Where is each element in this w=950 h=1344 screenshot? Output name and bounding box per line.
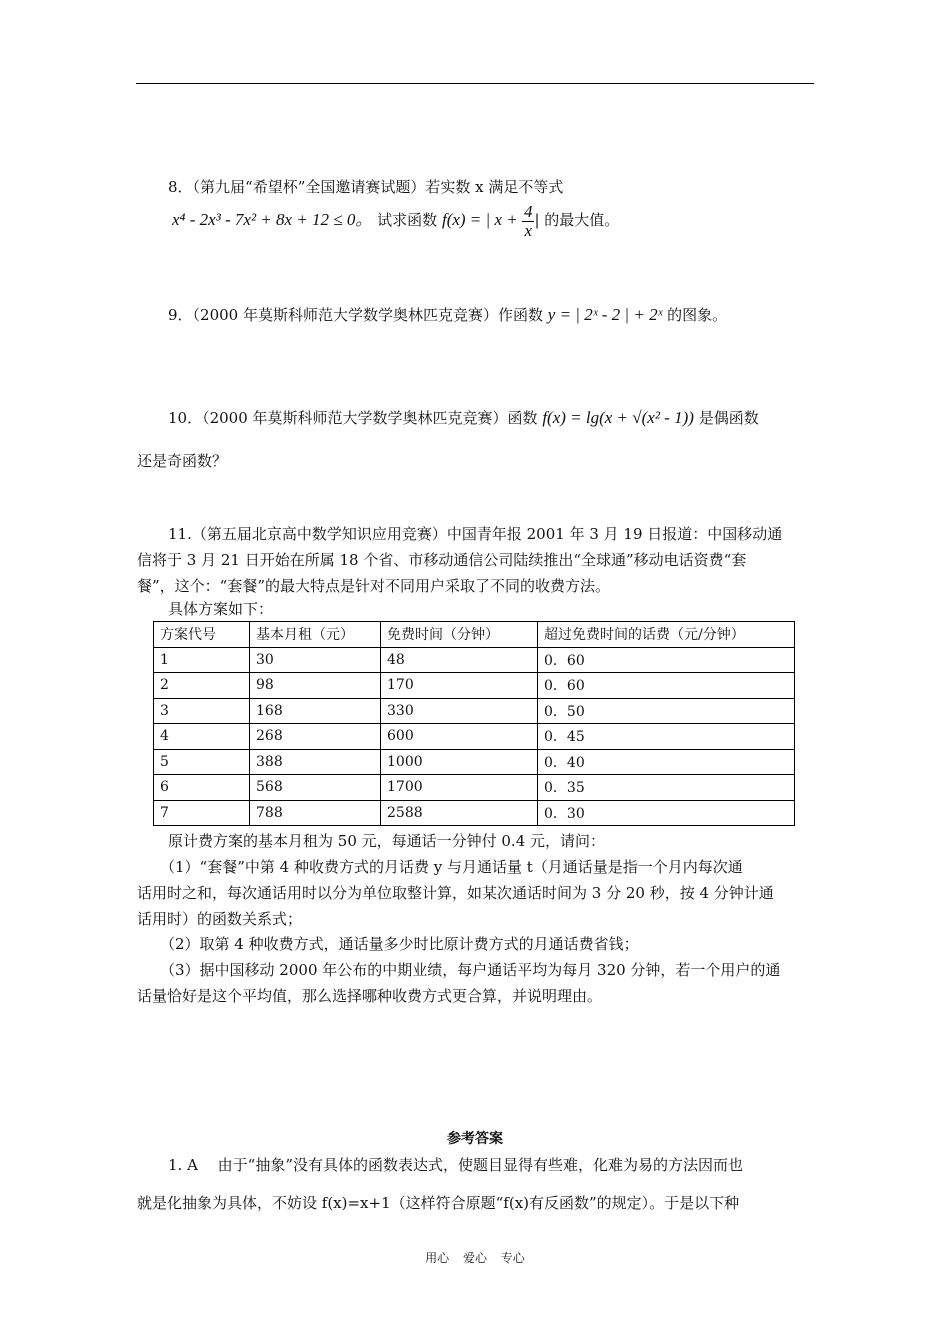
table-cell: 48 [381, 647, 538, 673]
q10-line1 [168, 405, 844, 431]
answer1-line2: 就是化抽象为具体，不妨设 f(x)=x+1（这样符合原题“f(x)有反函数”的规定）。于是以下种 [137, 1194, 740, 1212]
table-cell: 1 [154, 647, 250, 673]
table-cell: 0．45 [538, 724, 795, 750]
q10-line2: 还是奇函数？ [137, 452, 228, 470]
table-row [154, 673, 795, 699]
q11-line1: 11.（第五届北京高中数学知识应用竞赛）中国青年报 2001 年 3 月 19 日报道：中国移动通 [168, 525, 783, 543]
table-row [154, 698, 795, 724]
table-row [154, 749, 795, 775]
header-cell: 超过免费时间的话费（元/分钟） [538, 622, 795, 648]
q11-sub1-line1: （1）“套餐”中第 4 种收费方式的月话费 y 与月通话量 t（月通话量是指一个月内每次通 [160, 858, 743, 876]
table-cell: 98 [250, 673, 381, 699]
answer1-line1: 1. A 由于“抽象”没有具体的函数表达式，使题目显得有些难，化难为易的方法因而也 [168, 1156, 744, 1174]
q8-tail-b: | 的最大值。 [534, 211, 620, 229]
table-row [154, 775, 795, 801]
table-cell: 6 [154, 775, 250, 801]
table-cell: 1000 [381, 749, 538, 775]
table-cell: 268 [250, 724, 381, 750]
page-footer: 用心 爱心 专心 [425, 1251, 525, 1265]
table-cell: 0．60 [538, 673, 795, 699]
table-cell: 568 [250, 775, 381, 801]
table-cell: 0．30 [538, 800, 795, 826]
header-cell: 免费时间（分钟） [381, 622, 538, 648]
table-cell: 5 [154, 749, 250, 775]
q10-tail: 是偶函数 [698, 409, 759, 427]
q8-frac-num: 4 [523, 201, 533, 221]
q8-line1: 8．（第九届“希望杯”全国邀请赛试题）若实数 x 满足不等式 [168, 178, 564, 196]
table-row [154, 647, 795, 673]
q8-function: f(x) = | x + [441, 210, 522, 229]
fee-plan-table [153, 621, 795, 826]
table-cell: 0．40 [538, 749, 795, 775]
table-cell: 0．60 [538, 647, 795, 673]
table-cell: 0．35 [538, 775, 795, 801]
q9-function: y = | 2ˣ - 2 | + 2ˣ [547, 305, 663, 324]
q8-line2 [172, 200, 848, 240]
table-cell: 168 [250, 698, 381, 724]
table-cell: 600 [381, 724, 538, 750]
table-cell: 2 [154, 673, 250, 699]
q8-inequality: x⁴ - 2x³ - 7x² + 8x + 12 ≤ 0。 [172, 210, 373, 229]
table-cell: 4 [154, 724, 250, 750]
q11-line2: 信将于 3 月 21 日开始在所属 18 个省、市移动通信公司陆续推出“全球通”移动电话资费“套 [137, 551, 747, 569]
table-cell: 788 [250, 800, 381, 826]
table-cell: 7 [154, 800, 250, 826]
table-cell: 2588 [381, 800, 538, 826]
q11-intro: 具体方案如下： [168, 600, 274, 618]
table-row [154, 724, 795, 750]
table-cell: 30 [250, 647, 381, 673]
q9-text: 9．（2000 年莫斯科师范大学数学奥林匹克竞赛）作函数 [168, 306, 543, 324]
q8-frac-den: x [524, 220, 532, 240]
table-cell: 3 [154, 698, 250, 724]
table-cell: 388 [250, 749, 381, 775]
table-cell: 0．50 [538, 698, 795, 724]
q11-sub1-line3: 话用时）的函数关系式； [137, 910, 303, 928]
q8-tail-a: 试求函数 [377, 211, 438, 229]
q9-line [168, 302, 844, 328]
q10-text: 10．（2000 年莫斯科师范大学数学奥林匹克竞赛）函数 [168, 409, 538, 427]
q11-sub2: （2）取第 4 种收费方式，通话量多少时比原计费方式的月通话费省钱； [160, 935, 639, 953]
q9-tail: 的图象。 [667, 306, 728, 324]
header-cell: 方案代号 [154, 622, 250, 648]
header-rule [136, 83, 814, 84]
table-row [154, 800, 795, 826]
q10-function: f(x) = lg(x + √(x² - 1)) [542, 408, 694, 427]
q11-sub3-line1: （3）据中国移动 2000 年公布的中期业绩，每户通话平均为每月 320 分钟，若一个用户的通 [160, 961, 781, 979]
q11-line3: 餐”，这个：“套餐”的最大特点是针对不同用户采取了不同的收费方法。 [137, 577, 611, 595]
answers-title: 参考答案 [447, 1131, 503, 1147]
q11-sub3-line2: 话量恰好是这个平均值，那么选择哪种收费方式更合算，并说明理由。 [137, 987, 603, 1005]
table-header-row [154, 622, 795, 648]
header-cell: 基本月租（元） [250, 622, 381, 648]
table-cell: 1700 [381, 775, 538, 801]
q11-sub1-line2: 话用时之和，每次通话用时以分为单位取整计算，如某次通话时间为 3 分 20 秒，按 4 分钟计通 [137, 884, 774, 902]
table-cell: 330 [381, 698, 538, 724]
table-cell: 170 [381, 673, 538, 699]
q8-fraction [522, 203, 535, 240]
q11-after: 原计费方案的基本月租为 50 元，每通话一分钟付 0.4 元，请问： [168, 832, 606, 850]
